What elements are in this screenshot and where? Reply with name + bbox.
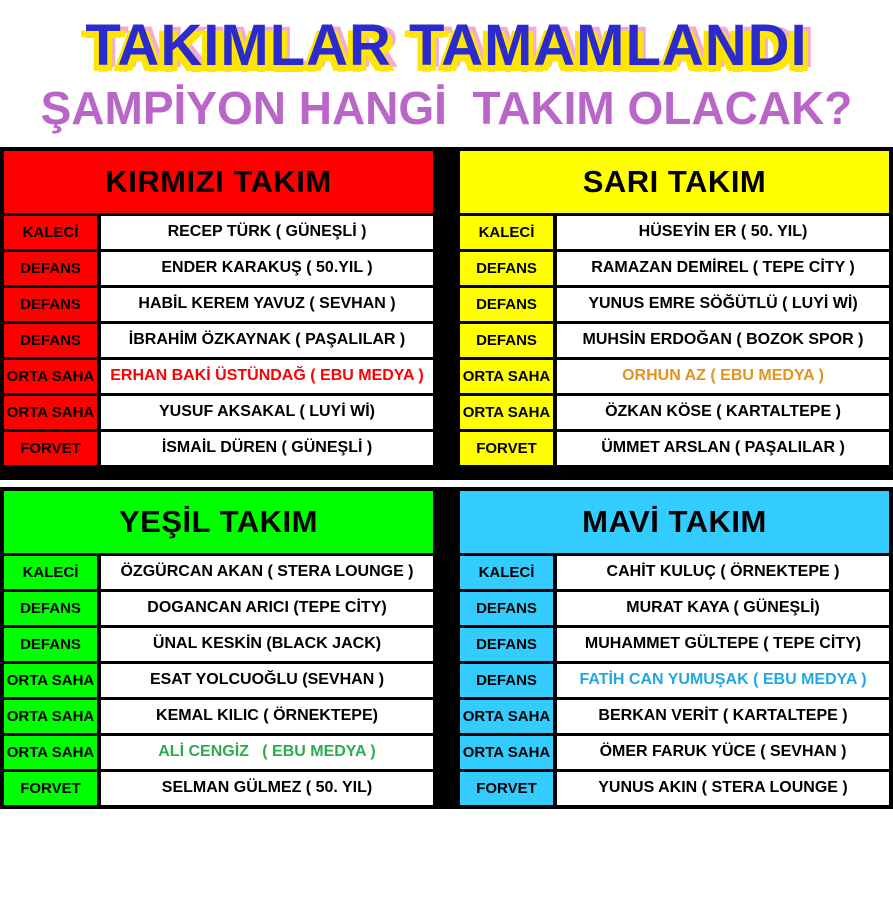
player-cell: HÜSEYİN ER ( 50. YIL) xyxy=(557,216,889,249)
table-row xyxy=(4,556,433,589)
table-row xyxy=(4,288,433,321)
team-header-yesil xyxy=(4,491,433,553)
position-cell: FORVET xyxy=(4,432,97,465)
position-cell: DEFANS xyxy=(460,288,553,321)
team-header-mavi xyxy=(460,491,889,553)
position-cell: ORTA SAHA xyxy=(4,736,97,769)
player-cell: MUHAMMET GÜLTEPE ( TEPE CİTY) xyxy=(557,628,889,661)
team-header-kirmizi xyxy=(4,151,433,213)
table-row xyxy=(4,216,433,249)
team-name: MAVİ TAKIM xyxy=(582,503,767,539)
table-row xyxy=(460,628,889,661)
player-cell: ESAT YOLCUOĞLU (SEVHAN ) xyxy=(101,664,433,697)
position-cell: ORTA SAHA xyxy=(460,396,553,429)
player-cell: CAHİT KULUÇ ( ÖRNEKTEPE ) xyxy=(557,556,889,589)
position-cell: DEFANS xyxy=(4,324,97,357)
headline xyxy=(0,0,893,134)
team-table-sari xyxy=(456,147,893,469)
table-row xyxy=(460,772,889,805)
table-row xyxy=(4,592,433,625)
table-row xyxy=(4,736,433,769)
player-cell: RAMAZAN DEMİREL ( TEPE CİTY ) xyxy=(557,252,889,285)
player-cell: İSMAİL DÜREN ( GÜNEŞLİ ) xyxy=(101,432,433,465)
player-cell: ÜNAL KESKİN (BLACK JACK) xyxy=(101,628,433,661)
player-cell: ÖZGÜRCAN AKAN ( STERA LOUNGE ) xyxy=(101,556,433,589)
table-row xyxy=(460,324,889,357)
player-cell: DOGANCAN ARICI (TEPE CİTY) xyxy=(101,592,433,625)
player-cell: ALİ CENGİZ ( EBU MEDYA ) xyxy=(101,736,433,769)
player-cell: ÖMER FARUK YÜCE ( SEVHAN ) xyxy=(557,736,889,769)
position-cell: ORTA SAHA xyxy=(4,700,97,733)
position-cell: DEFANS xyxy=(460,664,553,697)
player-cell: İBRAHİM ÖZKAYNAK ( PAŞALILAR ) xyxy=(101,324,433,357)
table-row xyxy=(460,592,889,625)
table-row xyxy=(4,772,433,805)
position-cell: ORTA SAHA xyxy=(460,736,553,769)
position-cell: ORTA SAHA xyxy=(4,396,97,429)
table-row xyxy=(460,360,889,393)
section-divider xyxy=(0,480,893,487)
team-table-yesil xyxy=(0,487,437,809)
team-header-sari xyxy=(460,151,889,213)
table-row xyxy=(4,324,433,357)
player-cell: MUHSİN ERDOĞAN ( BOZOK SPOR ) xyxy=(557,324,889,357)
table-row xyxy=(460,252,889,285)
position-cell: ORTA SAHA xyxy=(4,664,97,697)
player-cell: YUSUF AKSAKAL ( LUYİ Wİ) xyxy=(101,396,433,429)
table-row xyxy=(460,736,889,769)
position-cell: FORVET xyxy=(4,772,97,805)
player-cell: ÜMMET ARSLAN ( PAŞALILAR ) xyxy=(557,432,889,465)
player-cell: BERKAN VERİT ( KARTALTEPE ) xyxy=(557,700,889,733)
page-subtitle: ŞAMPİYON HANGİ TAKIM OLACAK? xyxy=(40,81,853,134)
player-cell: YUNUS EMRE SÖĞÜTLÜ ( LUYİ Wİ) xyxy=(557,288,889,321)
position-cell: FORVET xyxy=(460,772,553,805)
top-section xyxy=(0,147,893,480)
player-cell: YUNUS AKIN ( STERA LOUNGE ) xyxy=(557,772,889,805)
table-row xyxy=(4,432,433,465)
table-row xyxy=(460,432,889,465)
table-row xyxy=(4,700,433,733)
table-row xyxy=(460,664,889,697)
table-row xyxy=(4,360,433,393)
position-cell: ORTA SAHA xyxy=(460,360,553,393)
player-cell: ERHAN BAKİ ÜSTÜNDAĞ ( EBU MEDYA ) xyxy=(101,360,433,393)
table-row xyxy=(460,288,889,321)
position-cell: ORTA SAHA xyxy=(4,360,97,393)
player-cell: ÖZKAN KÖSE ( KARTALTEPE ) xyxy=(557,396,889,429)
position-cell: ORTA SAHA xyxy=(460,700,553,733)
team-name: KIRMIZI TAKIM xyxy=(105,163,332,199)
table-row xyxy=(4,628,433,661)
table-row xyxy=(4,664,433,697)
position-cell: KALECİ xyxy=(4,556,97,589)
table-row xyxy=(4,252,433,285)
position-cell: DEFANS xyxy=(4,252,97,285)
table-row xyxy=(460,556,889,589)
player-cell: KEMAL KILIC ( ÖRNEKTEPE) xyxy=(101,700,433,733)
position-cell: KALECİ xyxy=(4,216,97,249)
table-row xyxy=(460,396,889,429)
position-cell: DEFANS xyxy=(4,592,97,625)
teams-grid xyxy=(0,147,893,809)
player-cell: HABİL KEREM YAVUZ ( SEVHAN ) xyxy=(101,288,433,321)
table-row xyxy=(4,396,433,429)
position-cell: KALECİ xyxy=(460,216,553,249)
table-row xyxy=(460,216,889,249)
position-cell: DEFANS xyxy=(460,628,553,661)
player-cell: SELMAN GÜLMEZ ( 50. YIL) xyxy=(101,772,433,805)
team-name: YEŞİL TAKIM xyxy=(119,503,318,539)
team-table-kirmizi xyxy=(0,147,437,469)
position-cell: FORVET xyxy=(460,432,553,465)
position-cell: DEFANS xyxy=(4,288,97,321)
position-cell: KALECİ xyxy=(460,556,553,589)
player-cell: RECEP TÜRK ( GÜNEŞLİ ) xyxy=(101,216,433,249)
position-cell: DEFANS xyxy=(4,628,97,661)
team-name: SARI TAKIM xyxy=(582,163,767,199)
bottom-section xyxy=(0,487,893,809)
player-cell: ENDER KARAKUŞ ( 50.YIL ) xyxy=(101,252,433,285)
player-cell: FATİH CAN YUMUŞAK ( EBU MEDYA ) xyxy=(557,664,889,697)
table-row xyxy=(460,700,889,733)
player-cell: MURAT KAYA ( GÜNEŞLİ) xyxy=(557,592,889,625)
position-cell: DEFANS xyxy=(460,324,553,357)
player-cell: ORHUN AZ ( EBU MEDYA ) xyxy=(557,360,889,393)
position-cell: DEFANS xyxy=(460,252,553,285)
page-title: TAKIMLAR TAMAMLANDI xyxy=(85,13,808,78)
position-cell: DEFANS xyxy=(460,592,553,625)
team-table-mavi xyxy=(456,487,893,809)
